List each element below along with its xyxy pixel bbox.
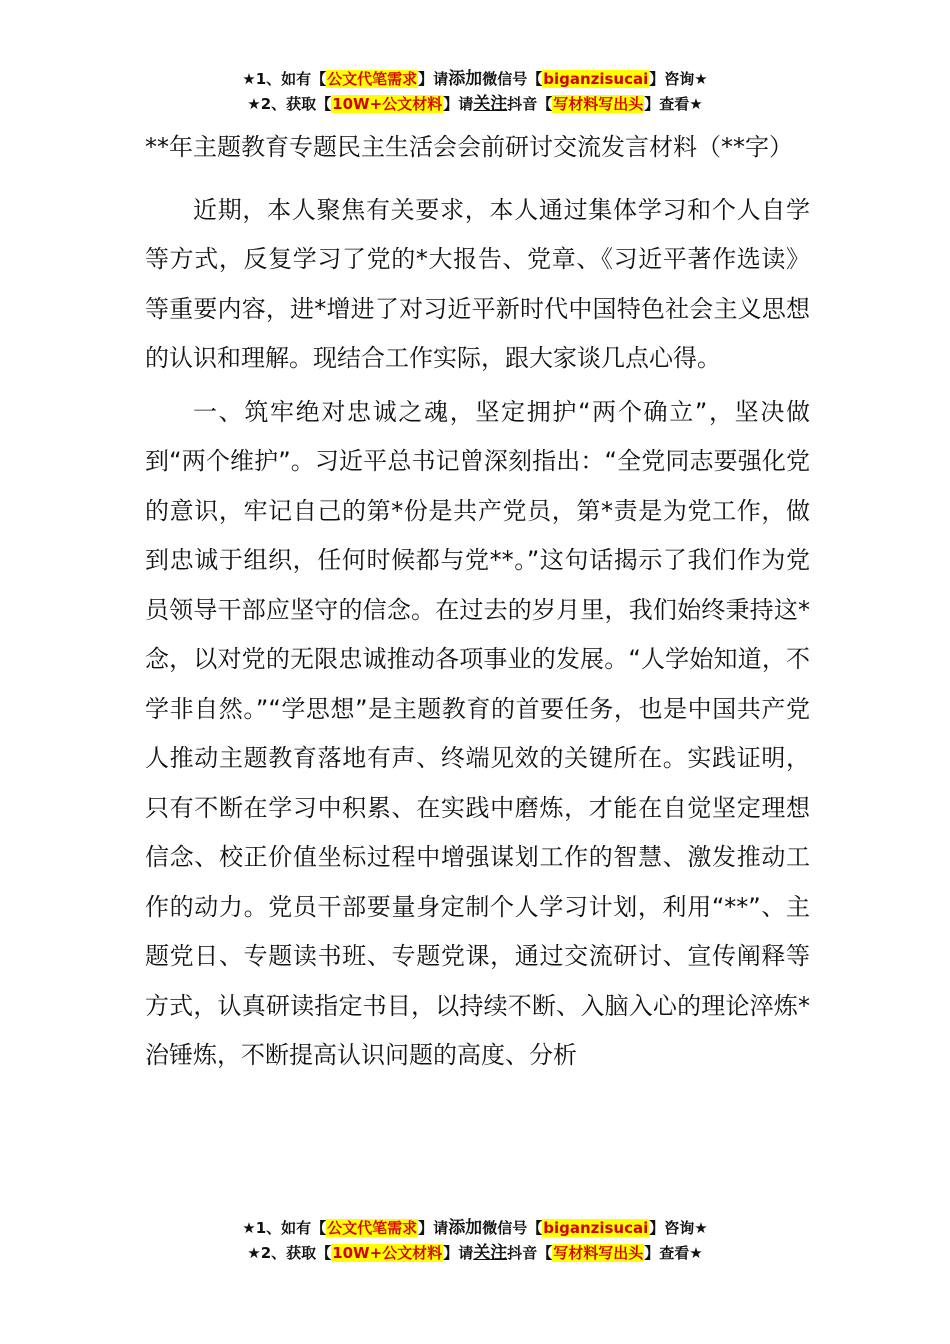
banner-text: ★1、如有【: [242, 1219, 327, 1237]
banner-text: ★1、如有【: [242, 70, 327, 88]
banner-line-1: [0, 1216, 950, 1241]
banner-text: 】请: [443, 95, 474, 113]
bottom-banner: [0, 1216, 950, 1266]
banner-text: ★2、获取【: [247, 1244, 332, 1262]
banner-text: 微信号【: [482, 70, 543, 88]
document-body: [145, 123, 810, 1081]
banner-text: 微信号【: [482, 1219, 543, 1237]
banner-emphasis: 添加: [448, 1218, 483, 1238]
banner-emphasis: 关注: [473, 94, 508, 114]
banner-text: 】请: [418, 70, 449, 88]
banner-text: 】查看★: [644, 95, 703, 113]
banner-highlight: 公文代笔需求: [327, 70, 418, 88]
banner-line-2: [0, 1241, 950, 1266]
banner-line-2: [0, 92, 950, 117]
banner-text: 】请: [418, 1219, 449, 1237]
banner-text: ★2、获取【: [247, 95, 332, 113]
banner-douyin-id: 写材料写出头: [553, 95, 644, 113]
paragraph-section-one: 一、筑牢绝对忠诚之魂，坚定拥护“两个确立”，坚决做到“两个维护”。习近平总书记曾深刻指出：“全党同志要强化党的意识，牢记自己的第*份是共产党员，第*责是为党工作，做到忠诚于组织，任何时候都与党**。”这句话揭示了我们作为党员领导干部应坚守的信念。在过去的岁月里，我们始终秉持这*念，以对党的无限忠诚推动各项事业的发展。“人学始知道，不学非自然。”“学思想”是主题教育的首要任务，也是中国共产党人推动主题教育落地有声、终端见效的关键所在。实践证明，只有不断在学习中积累、在实践中磨炼，才能在自觉坚定理想信念、校正价值坐标过程中增强谋划工作的智慧、激发推动工作的动力。党员干部要量身定制个人学习计划，利用“**”、主题党日、专题读书班、专题党课，通过交流研讨、宣传阐释等方式，认真研读指定书目，以持续不断、入脑入心的理论淬炼*治锤炼，不断提高认识问题的高度、分析: [145, 397, 810, 1069]
banner-text: 抖音【: [507, 1244, 553, 1262]
banner-highlight: 10W+公文材料: [332, 95, 443, 113]
top-banner: [0, 67, 950, 117]
banner-douyin-id: 写材料写出头: [553, 1244, 644, 1262]
banner-highlight: 公文代笔需求: [327, 1219, 418, 1237]
banner-text: 】请: [443, 1244, 474, 1262]
banner-text: 抖音【: [507, 95, 553, 113]
banner-wechat-id: biganzisucai: [543, 70, 649, 88]
banner-text: 】咨询★: [649, 70, 708, 88]
banner-text: 】查看★: [644, 1244, 703, 1262]
paragraph-intro: 近期，本人聚焦有关要求，本人通过集体学习和个人自学等方式，反复学习了党的*大报告、党章、《习近平著作选读》等重要内容，进*增进了对习近平新时代中国特色社会主义思想的认识和理解。现结合工作实际，跟大家谈几点心得。: [145, 195, 810, 372]
banner-wechat-id: biganzisucai: [543, 1219, 649, 1237]
banner-emphasis: 关注: [473, 1243, 508, 1263]
banner-highlight: 10W+公文材料: [332, 1244, 443, 1262]
banner-line-1: [0, 67, 950, 92]
document-title: **年主题教育专题民主生活会会前研讨交流发言材料（**字）: [145, 133, 793, 161]
banner-emphasis: 添加: [448, 69, 483, 89]
banner-text: 】咨询★: [649, 1219, 708, 1237]
